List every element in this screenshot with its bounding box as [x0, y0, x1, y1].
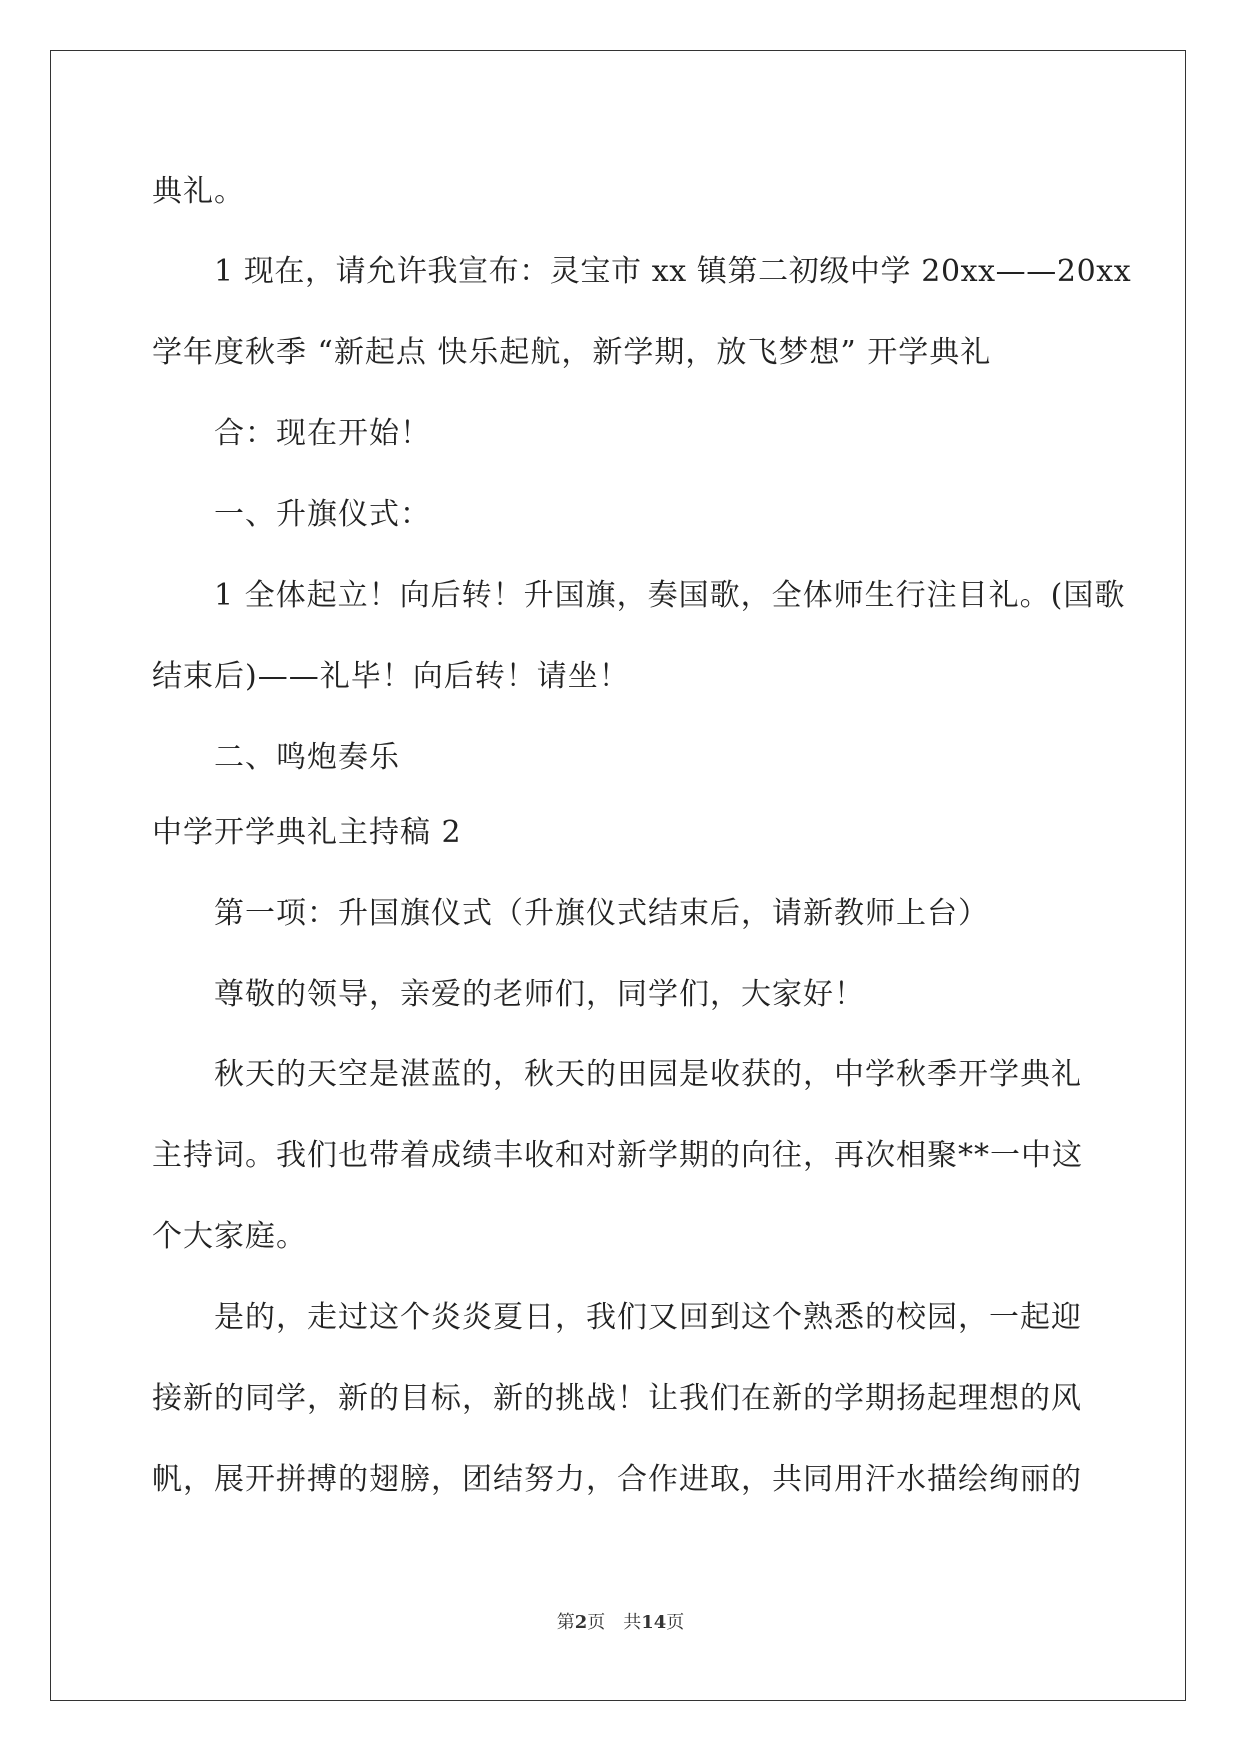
- text-line: 结束后)——礼毕！向后转！请坐！: [152, 659, 630, 694]
- footer-prefix: 第: [556, 1612, 575, 1633]
- text-line: 1 现在，请允许我宣布：灵宝市 xx 镇第二初级中学 20xx——20xx: [214, 254, 1132, 289]
- text-line: 帆，展开拼搏的翅膀，团结努力，合作进取，共同用汗水描绘绚丽的: [152, 1462, 1082, 1497]
- text-line: 合：现在开始！: [214, 416, 431, 451]
- page-number: 2: [574, 1612, 588, 1633]
- text-line: 秋天的天空是湛蓝的，秋天的田园是收获的，中学秋季开学典礼: [214, 1057, 1082, 1092]
- section-heading: 二、鸣炮奏乐: [214, 740, 400, 775]
- text-line: 是的，走过这个炎炎夏日，我们又回到这个熟悉的校园，一起迎: [214, 1300, 1082, 1335]
- footer-mid: 页 共: [587, 1612, 642, 1633]
- text-line: 典礼。: [152, 174, 245, 209]
- text-line: 主持词。我们也带着成绩丰收和对新学期的向往，再次相聚**一中这: [152, 1138, 1083, 1173]
- page-border: [50, 50, 1186, 1701]
- text-line: 尊敬的领导，亲爱的老师们，同学们，大家好！: [214, 977, 865, 1012]
- text-line: 第一项：升国旗仪式（升旗仪式结束后，请新教师上台）: [214, 896, 989, 931]
- footer-suffix: 页: [666, 1612, 685, 1633]
- text-line: 个大家庭。: [152, 1219, 307, 1254]
- text-line: 接新的同学，新的目标，新的挑战！让我们在新的学期扬起理想的风: [152, 1381, 1082, 1416]
- page-footer: [0, 1611, 1241, 1635]
- total-pages: 14: [641, 1612, 667, 1633]
- text-line: 1 全体起立！向后转！升国旗，奏国歌，全体师生行注目礼。(国歌: [214, 578, 1126, 613]
- text-line: 学年度秋季 “新起点 快乐起航，新学期，放飞梦想” 开学典礼: [152, 335, 992, 370]
- section-heading: 一、升旗仪式：: [214, 497, 431, 532]
- document-title: 中学开学典礼主持稿 2: [152, 815, 462, 850]
